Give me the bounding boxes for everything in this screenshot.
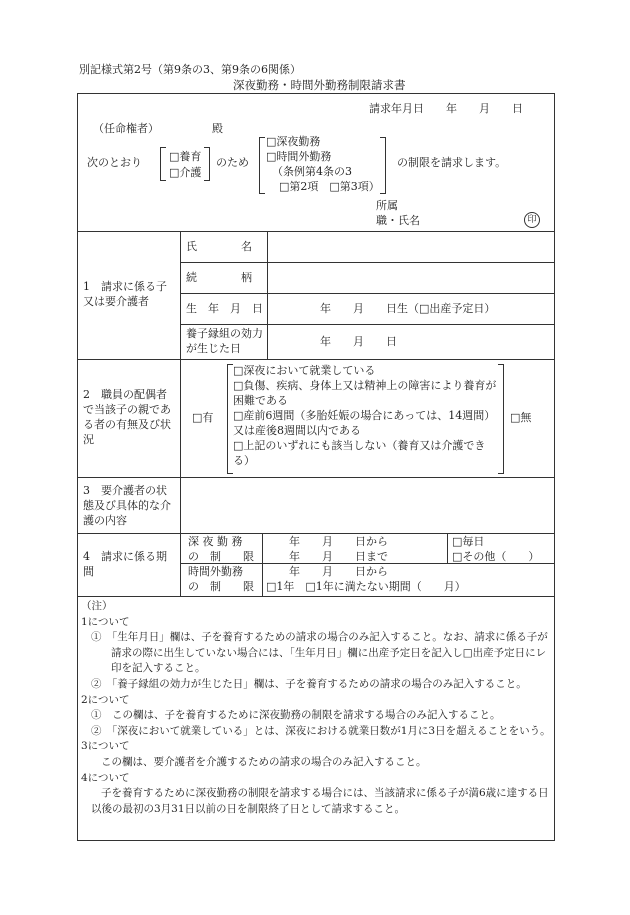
- night-limit-label-2: の 制 限: [188, 550, 254, 563]
- divider: [77, 596, 555, 597]
- overtime-period-checkbox[interactable]: □1年 □1年に満たない期間（ 月）: [266, 580, 466, 593]
- note-2b: ② 「深夜において就業している」とは、深夜における就業日数が1月に3日を超えることをいう。: [91, 724, 551, 737]
- bracket-right: [204, 147, 210, 181]
- bracket-left: [259, 137, 265, 194]
- note-1a: ① 「生年月日」欄は、子を養育するための請求の場合のみ記入すること。なお、請求に係る子が請求の際に出生していない場合には、「生年月日」欄に出産予定日を記入し□出産予定日にレ印を記入すること。: [91, 631, 548, 675]
- spouse-options: [233, 363, 498, 468]
- section3-label: 3 要介護者の状態及び具体的な介護の内容: [83, 484, 171, 527]
- night-from-field[interactable]: 年 月 日から: [289, 535, 388, 548]
- ordinance-items-checkbox[interactable]: □第2項 □第3項）: [279, 180, 380, 193]
- row-name-label: 氏 名: [186, 240, 252, 253]
- notes-section: [81, 599, 551, 817]
- divider: [180, 563, 555, 564]
- spouse-opt-pregnancy-checkbox[interactable]: □産前6週間（多胎妊娠の場合にあっては、14週間）又は産後8週間以内である: [233, 409, 496, 437]
- notes-sub-heading: 2について: [81, 693, 130, 706]
- divider: [77, 477, 555, 478]
- divider: [180, 262, 555, 263]
- note-3: この欄は、要介護者を介護するための請求の場合のみ記入すること。: [101, 755, 427, 768]
- divider: [77, 231, 555, 232]
- divider: [447, 533, 448, 563]
- section2-label: 2 職員の配偶者で当該子の親である者の有無及び状況: [83, 388, 171, 446]
- row-relation-label: 続 柄: [186, 271, 252, 284]
- divider: [267, 231, 268, 359]
- name-label: 職・氏名: [376, 214, 420, 227]
- bracket-left: [160, 147, 166, 181]
- other-checkbox[interactable]: □その他（ ）: [452, 550, 540, 563]
- night-limit-label: 深 夜 勤 務: [188, 535, 243, 548]
- night-to-field[interactable]: 年 月 日まで: [289, 550, 388, 563]
- section1-label: 1 請求に係る子又は要介護者: [83, 280, 167, 308]
- overtime-from-field[interactable]: 年 月 日から: [289, 565, 388, 578]
- overtime-limit-label-2: の 制 限: [188, 580, 254, 593]
- spouse-yes-checkbox[interactable]: □有: [192, 411, 214, 424]
- note-2a: ① この欄は、子を養育するために深夜勤務の制限を請求する場合のみ記入すること。: [91, 709, 501, 722]
- divider: [77, 359, 555, 360]
- divider: [180, 324, 555, 325]
- overtime-limit-label: 時間外勤務: [188, 565, 243, 578]
- option-night-checkbox[interactable]: □深夜勤務: [266, 135, 321, 148]
- divider: [180, 231, 181, 596]
- reason-nursing-checkbox[interactable]: □介護: [169, 166, 202, 179]
- row-adopt-label: 養子縁組の効力が生じた日: [186, 327, 263, 355]
- affiliation-label: 所属: [376, 199, 398, 212]
- divider: [262, 533, 263, 596]
- form-number: 別記様式第2号（第9条の3、第9条の6関係）: [79, 63, 301, 76]
- section4-label: 4 請求に係る期間: [83, 550, 167, 578]
- request-prefix: 次のとおり: [87, 156, 142, 169]
- request-suffix: の制限を請求します。: [397, 156, 507, 169]
- appointer-label: （任命権者）: [93, 122, 159, 135]
- spouse-opt-night-checkbox[interactable]: □深夜において就業している: [233, 364, 376, 377]
- option-overtime-checkbox[interactable]: □時間外勤務: [266, 150, 332, 163]
- spouse-opt-disabled-checkbox[interactable]: □負傷、疾病、身体上又は精神上の障害により養育が困難である: [233, 379, 497, 407]
- spouse-no-checkbox[interactable]: □無: [510, 411, 532, 424]
- adopt-date-field[interactable]: 年 月 日: [320, 335, 397, 348]
- bracket-right: [380, 137, 386, 194]
- daily-checkbox[interactable]: □毎日: [452, 535, 485, 548]
- birth-date-field[interactable]: 年 月 日生（□出産予定日）: [320, 302, 496, 315]
- notes-head: （注）: [81, 600, 113, 612]
- divider: [180, 293, 555, 294]
- row-birth-label: 生 年 月 日: [186, 302, 263, 315]
- spouse-opt-none-checkbox[interactable]: □上記のいずれにも該当しない（養育又は介護できる）: [233, 439, 486, 467]
- reason-childcare-checkbox[interactable]: □養育: [169, 150, 202, 163]
- honorific: 殿: [212, 122, 223, 135]
- note-4: 子を養育するために深夜勤務の制限を請求する場合には、当該請求に係る子が満6歳に達する日以後の最初の3月31日以前の日を制限終了日として請求すること。: [91, 787, 549, 815]
- seal-mark: 印: [524, 212, 540, 228]
- request-date: 請求年月日 年 月 日: [369, 102, 523, 115]
- notes-sub-heading: 3について: [81, 740, 130, 753]
- request-for: のため: [216, 156, 249, 169]
- divider: [77, 533, 555, 534]
- notes-sub-heading: 1について: [81, 615, 130, 628]
- bracket-right: [498, 364, 504, 474]
- notes-sub-heading: 4について: [81, 771, 130, 784]
- note-1b: ② 「養子縁組の効力が生じた日」欄は、子を養育するための請求の場合のみ記入すること。: [91, 677, 527, 690]
- ordinance-ref: （条例第4条の3: [272, 165, 352, 178]
- form-title: 深夜勤務・時間外勤務制限請求書: [233, 78, 406, 92]
